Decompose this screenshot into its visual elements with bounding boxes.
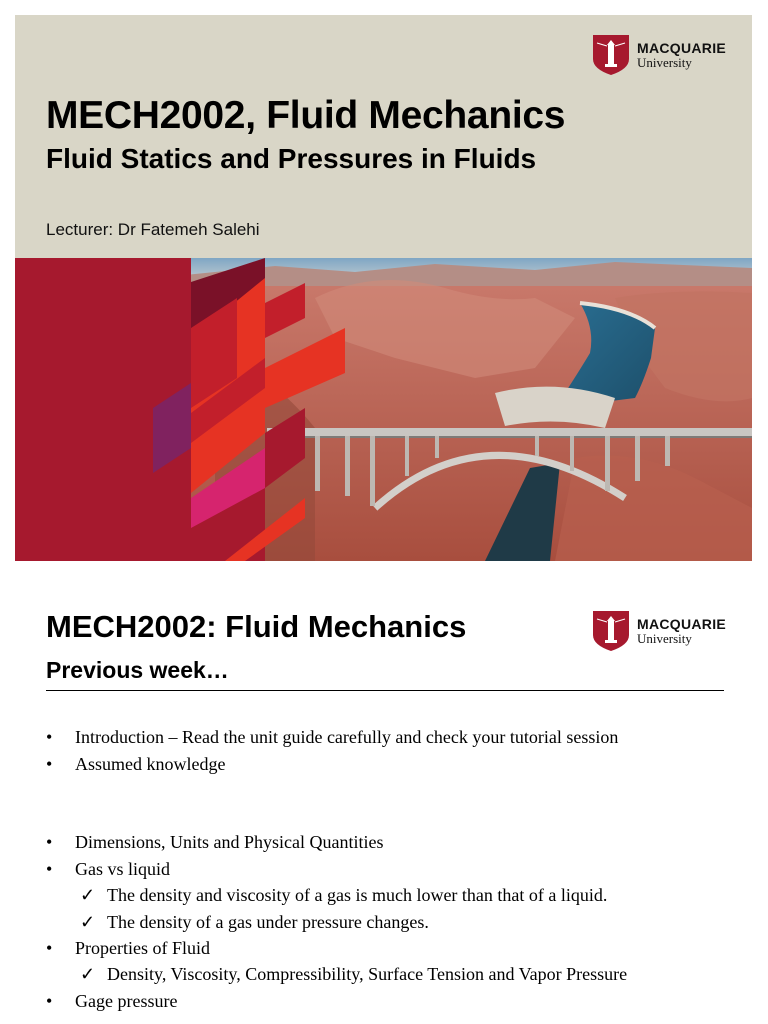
bullet-text: Assumed knowledge — [75, 754, 226, 774]
slide2-subtitle: Previous week… — [46, 657, 229, 683]
logo-wordmark-line2: University — [637, 631, 692, 646]
dam-bridge-canyon-photo — [15, 258, 752, 561]
bullet-glyph: • — [46, 859, 53, 879]
bullet-glyph: • — [46, 727, 53, 747]
macquarie-lighthouse-icon — [593, 611, 629, 651]
logo-wordmark-line2: University — [637, 55, 692, 70]
bullet-glyph: • — [46, 832, 53, 852]
bullet-glyph: • — [46, 991, 53, 1011]
bullet-text: Dimensions, Units and Physical Quantities — [75, 832, 384, 852]
bullet-text: Gage pressure — [75, 991, 178, 1011]
divider — [46, 690, 724, 691]
check-icon: ✓ — [80, 885, 96, 905]
sub-bullet-text: Density, Viscosity, Compressibility, Surface Tension and Vapor Pressure — [107, 964, 628, 984]
lecture-subtitle: Fluid Statics and Pressures in Fluids — [46, 143, 537, 174]
lecturer-name: Lecturer: Dr Fatemeh Salehi — [46, 220, 260, 239]
check-icon: ✓ — [80, 912, 96, 932]
bullet-glyph: • — [46, 938, 53, 958]
macquarie-logo — [593, 35, 726, 75]
sub-bullet-text: The density and viscosity of a gas is much lower than that of a liquid. — [107, 885, 608, 905]
title-slide — [15, 15, 752, 561]
bullet-text: Gas vs liquid — [75, 859, 171, 879]
macquarie-lighthouse-icon — [593, 35, 629, 75]
logo-wordmark-line1: MACQUARIE — [637, 616, 727, 632]
sub-bullet-text: The density of a gas under pressure changes. — [107, 912, 429, 932]
course-title: MECH2002, Fluid Mechanics — [46, 94, 566, 137]
logo-wordmark-line1: MACQUARIE — [637, 40, 727, 56]
check-icon: ✓ — [80, 964, 96, 984]
bullet-text: Properties of Fluid — [75, 938, 210, 958]
bullet-text: Introduction – Read the unit guide carefully and check your tutorial session — [75, 727, 619, 747]
macquarie-logo — [593, 611, 726, 651]
slide2-title: MECH2002: Fluid Mechanics — [46, 609, 467, 644]
bullet-glyph: • — [46, 754, 53, 774]
